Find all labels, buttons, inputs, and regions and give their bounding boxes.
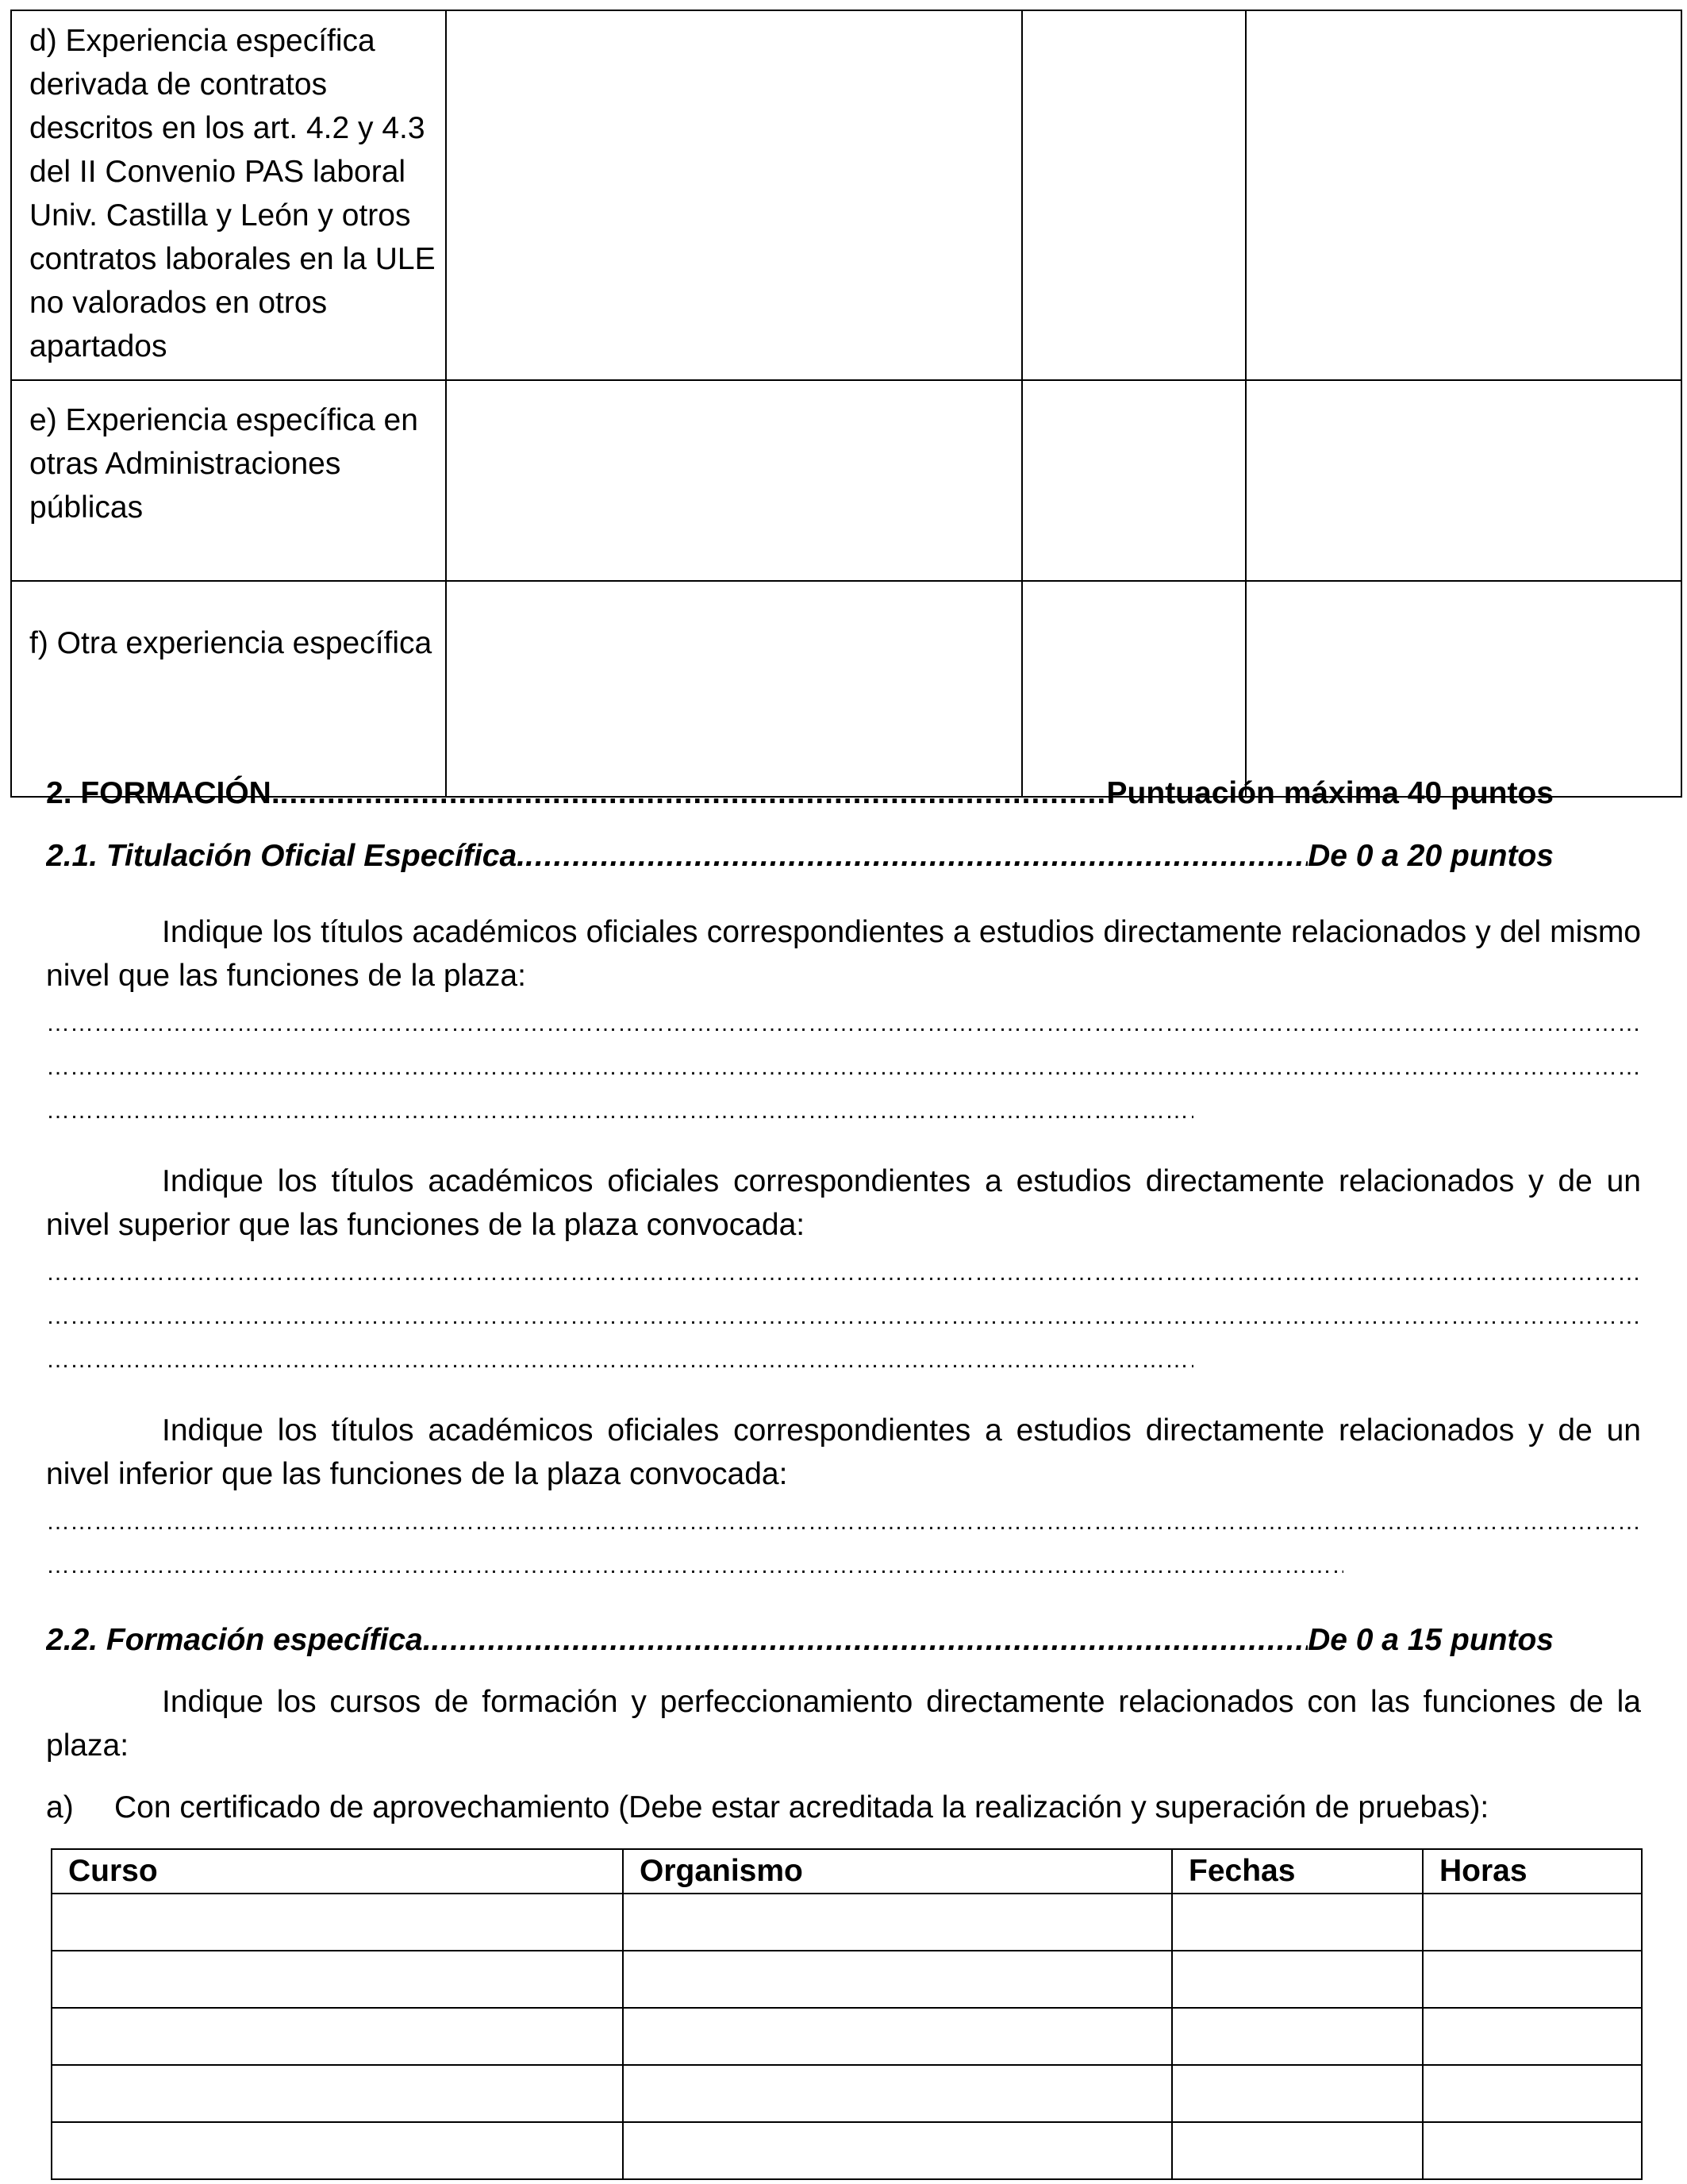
table-row [52, 2008, 1642, 2065]
paragraph-text: Indique los títulos académicos oficiales correspondientes a estudios directamente relacionados y de un nivel superior que las funciones de la plaza convocada: [46, 1164, 1641, 1242]
leader-dots [280, 775, 1107, 813]
course-cell[interactable] [1423, 2065, 1642, 2122]
answer-line[interactable] [46, 1301, 1638, 1332]
section-2-1-range: De 0 a 20 puntos [1308, 839, 1554, 873]
experience-label-d: d) Experiencia específica derivada de contratos descritos en los art. 4.2 y 4.3 del II Convenio PAS laboral Univ. Castilla y León y otros contratos laborales en la ULE no valorados en otros apartados [11, 10, 446, 380]
leader-dots [525, 837, 1308, 875]
course-cell[interactable] [1172, 1951, 1423, 2008]
column-header-fechas: Fechas [1172, 1849, 1423, 1894]
section-2-points: Puntuación máxima 40 puntos [1106, 776, 1554, 810]
answer-line[interactable] [46, 1257, 1638, 1289]
course-cell[interactable] [623, 1951, 1172, 2008]
experience-row-d [11, 10, 1681, 380]
answer-line[interactable] [46, 1506, 1638, 1538]
course-cell[interactable] [52, 2065, 623, 2122]
paragraph-text: Indique los títulos académicos oficiales correspondientes a estudios directamente relacionados y de un nivel inferior que las funciones de la plaza convocada: [46, 1413, 1641, 1491]
course-cell[interactable] [1172, 2008, 1423, 2065]
answer-line[interactable] [46, 1344, 1193, 1376]
column-header-curso: Curso [52, 1849, 623, 1894]
table-row [52, 2065, 1642, 2122]
course-cell[interactable] [52, 2122, 623, 2179]
table-row [52, 1894, 1642, 1951]
course-cell[interactable] [623, 2008, 1172, 2065]
course-cell[interactable] [1423, 1894, 1642, 1951]
item-a-text: Con certificado de aprovechamiento (Debe estar acreditada la realización y superación de pruebas): [114, 1790, 1489, 1824]
courses-table [51, 1848, 1643, 2180]
column-header-organismo: Organismo [623, 1849, 1172, 1894]
course-cell[interactable] [1172, 1894, 1423, 1951]
section-2-title: 2. FORMACIÓN. [46, 776, 280, 810]
table-row [52, 2122, 1642, 2179]
paragraph-higher-level [46, 1159, 1641, 1247]
section-2-1-title: 2.1. Titulación Oficial Específica. [46, 839, 526, 873]
course-cell[interactable] [52, 1951, 623, 2008]
course-cell[interactable] [1172, 2122, 1423, 2179]
experience-cell-input[interactable] [1246, 581, 1681, 797]
table-row [52, 1951, 1642, 2008]
course-cell[interactable] [623, 2065, 1172, 2122]
paragraph-text: Indique los cursos de formación y perfeccionamiento directamente relacionados con las funciones de la plaza: [46, 1685, 1641, 1763]
course-cell[interactable] [1423, 2008, 1642, 2065]
experience-cell-input[interactable] [1246, 380, 1681, 581]
section-2-2-range: De 0 a 15 puntos [1308, 1623, 1554, 1657]
experience-cell-input[interactable] [446, 380, 1022, 581]
answer-line[interactable] [46, 1550, 1343, 1582]
experience-cell-input[interactable] [446, 581, 1022, 797]
section-2-1-heading [46, 837, 1554, 875]
course-cell[interactable] [623, 2122, 1172, 2179]
answer-line[interactable] [46, 1008, 1638, 1040]
section-2-heading [46, 775, 1554, 813]
paragraph-lower-level [46, 1409, 1641, 1496]
course-cell[interactable] [1423, 1951, 1642, 2008]
experience-cell-input[interactable] [1246, 10, 1681, 380]
experience-cell-input[interactable] [446, 10, 1022, 380]
course-cell[interactable] [1172, 2065, 1423, 2122]
experience-label-e: e) Experiencia específica en otras Administraciones públicas [11, 380, 446, 581]
course-cell[interactable] [52, 2008, 623, 2065]
leader-dots [432, 1621, 1308, 1659]
section-2-2-heading [46, 1621, 1554, 1659]
item-a-marker: a) [46, 1790, 74, 1824]
paragraph-courses-intro [46, 1680, 1641, 1767]
item-a [46, 1788, 1489, 1828]
courses-header-row [52, 1849, 1642, 1894]
course-cell[interactable] [623, 1894, 1172, 1951]
experience-cell-input[interactable] [1022, 10, 1246, 380]
answer-line[interactable] [46, 1052, 1638, 1083]
experience-cell-input[interactable] [1022, 380, 1246, 581]
column-header-horas: Horas [1423, 1849, 1642, 1894]
experience-row-f [11, 581, 1681, 797]
answer-line[interactable] [46, 1095, 1193, 1127]
experience-label-f: f) Otra experiencia específica [11, 581, 446, 797]
experience-cell-input[interactable] [1022, 581, 1246, 797]
experience-table [10, 10, 1682, 798]
paragraph-text: Indique los títulos académicos oficiales correspondientes a estudios directamente relacionados y del mismo nivel que las funciones de la plaza: [46, 915, 1641, 993]
experience-row-e [11, 380, 1681, 581]
section-2-2-title: 2.2. Formación específica. [46, 1623, 432, 1657]
course-cell[interactable] [52, 1894, 623, 1951]
paragraph-same-level [46, 910, 1641, 998]
course-cell[interactable] [1423, 2122, 1642, 2179]
